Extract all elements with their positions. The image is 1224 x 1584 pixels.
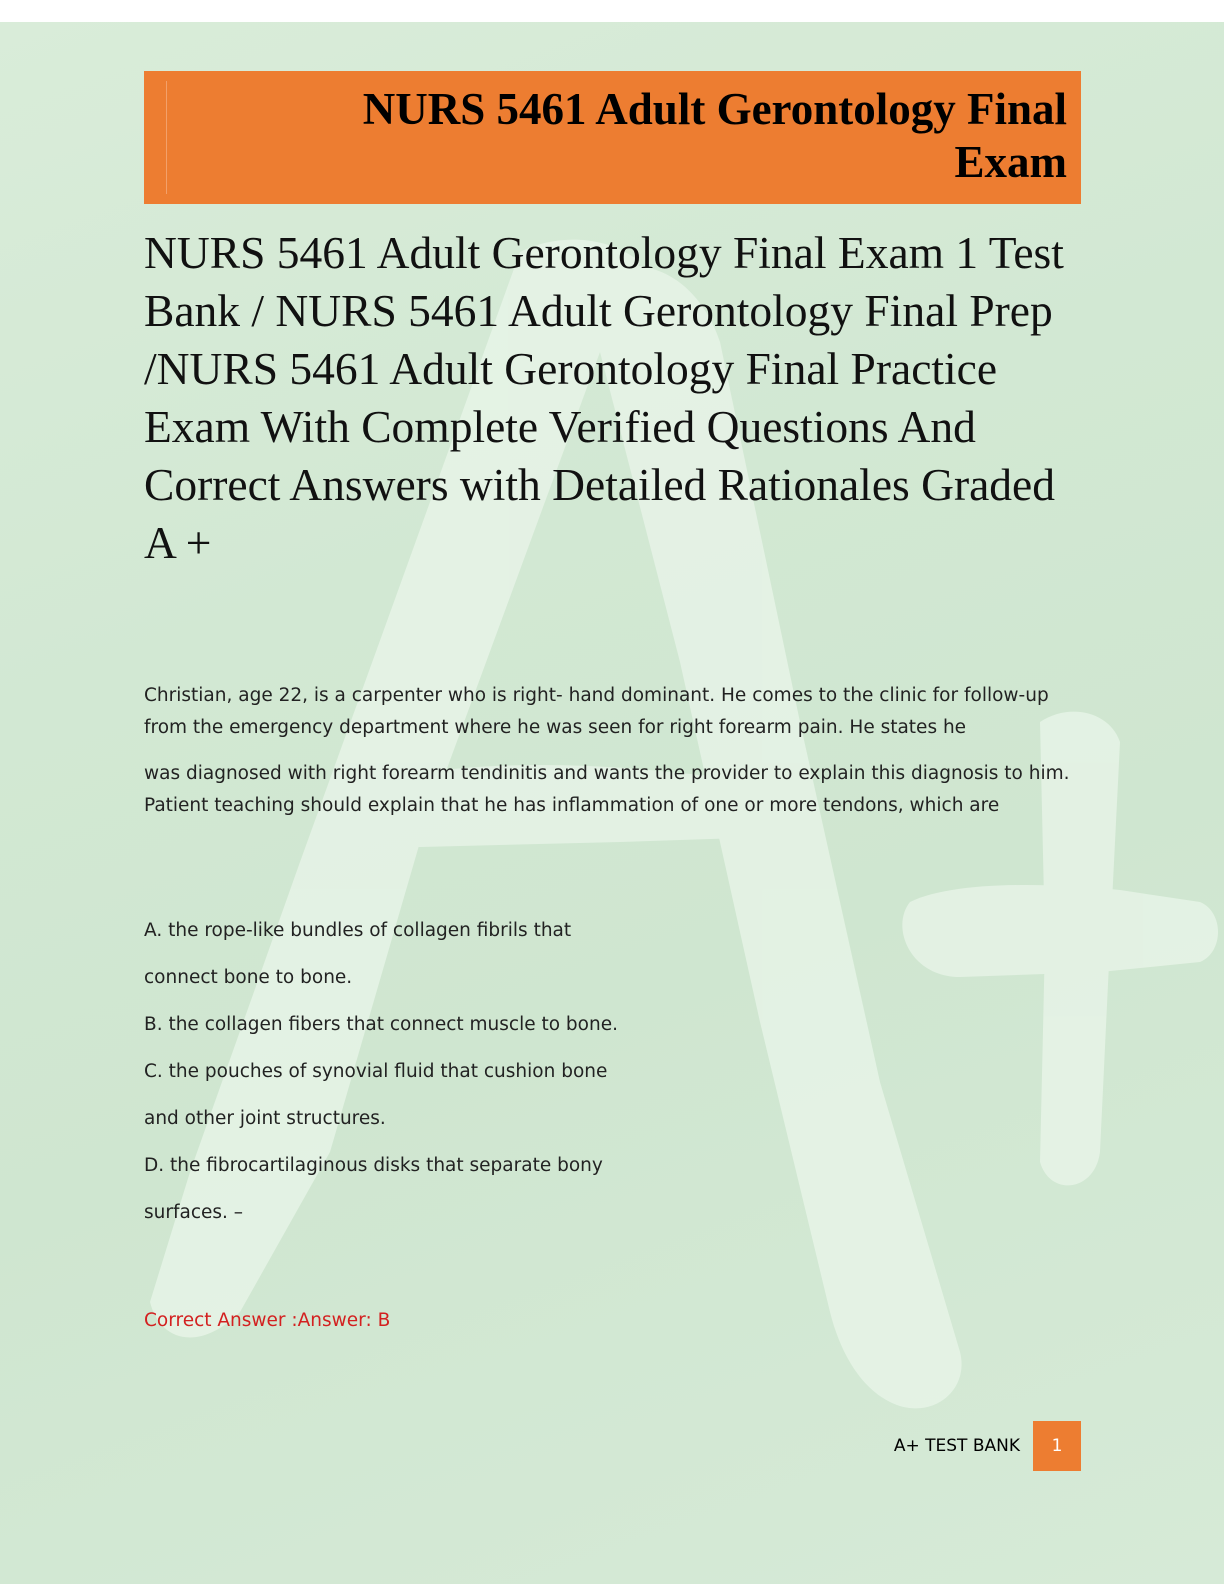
option-b: B. the collagen fibers that connect muscle to bone.	[144, 1014, 618, 1035]
footer-label: A+ TEST BANK	[893, 1436, 1020, 1456]
option-d-line1: D. the fibrocartilaginous disks that separate bony	[144, 1155, 603, 1176]
header-divider	[166, 81, 167, 194]
question-text-part2: was diagnosed with right forearm tendinitis and wants the provider to explain this diagnosis to him. Patient teaching should explain that he has inflammation of one or more tendons, which are	[144, 763, 1070, 816]
question-text-part1: Christian, age 22, is a carpenter who is right- hand dominant. He comes to the clinic for follow-up from the emergency department where he was seen for right forearm pain. He states he	[144, 685, 1049, 738]
option-a-line2: connect bone to bone.	[144, 967, 353, 988]
option-d-line2: surfaces. –	[144, 1202, 244, 1223]
correct-answer: Correct Answer :Answer: B	[144, 1310, 391, 1331]
document-title: NURS 5461 Adult Gerontology Final Exam 1 Test Bank / NURS 5461 Adult Gerontology Final Prep /NURS 5461 Adult Gerontology Final Practice Exam With Complete Verified Questions And Correct Answers with Detailed Rationales Graded A +	[144, 227, 1064, 568]
option-c-line1: C. the pouches of synovial fluid that cushion bone	[144, 1061, 608, 1082]
option-c-line2: and other joint structures.	[144, 1108, 386, 1129]
option-a-line1: A. the rope-like bundles of collagen fibrils that	[144, 920, 572, 941]
header-title: NURS 5461 Adult Gerontology Final Exam	[362, 84, 1067, 187]
page-number: 1	[1033, 1421, 1081, 1471]
header-banner	[144, 71, 1081, 204]
